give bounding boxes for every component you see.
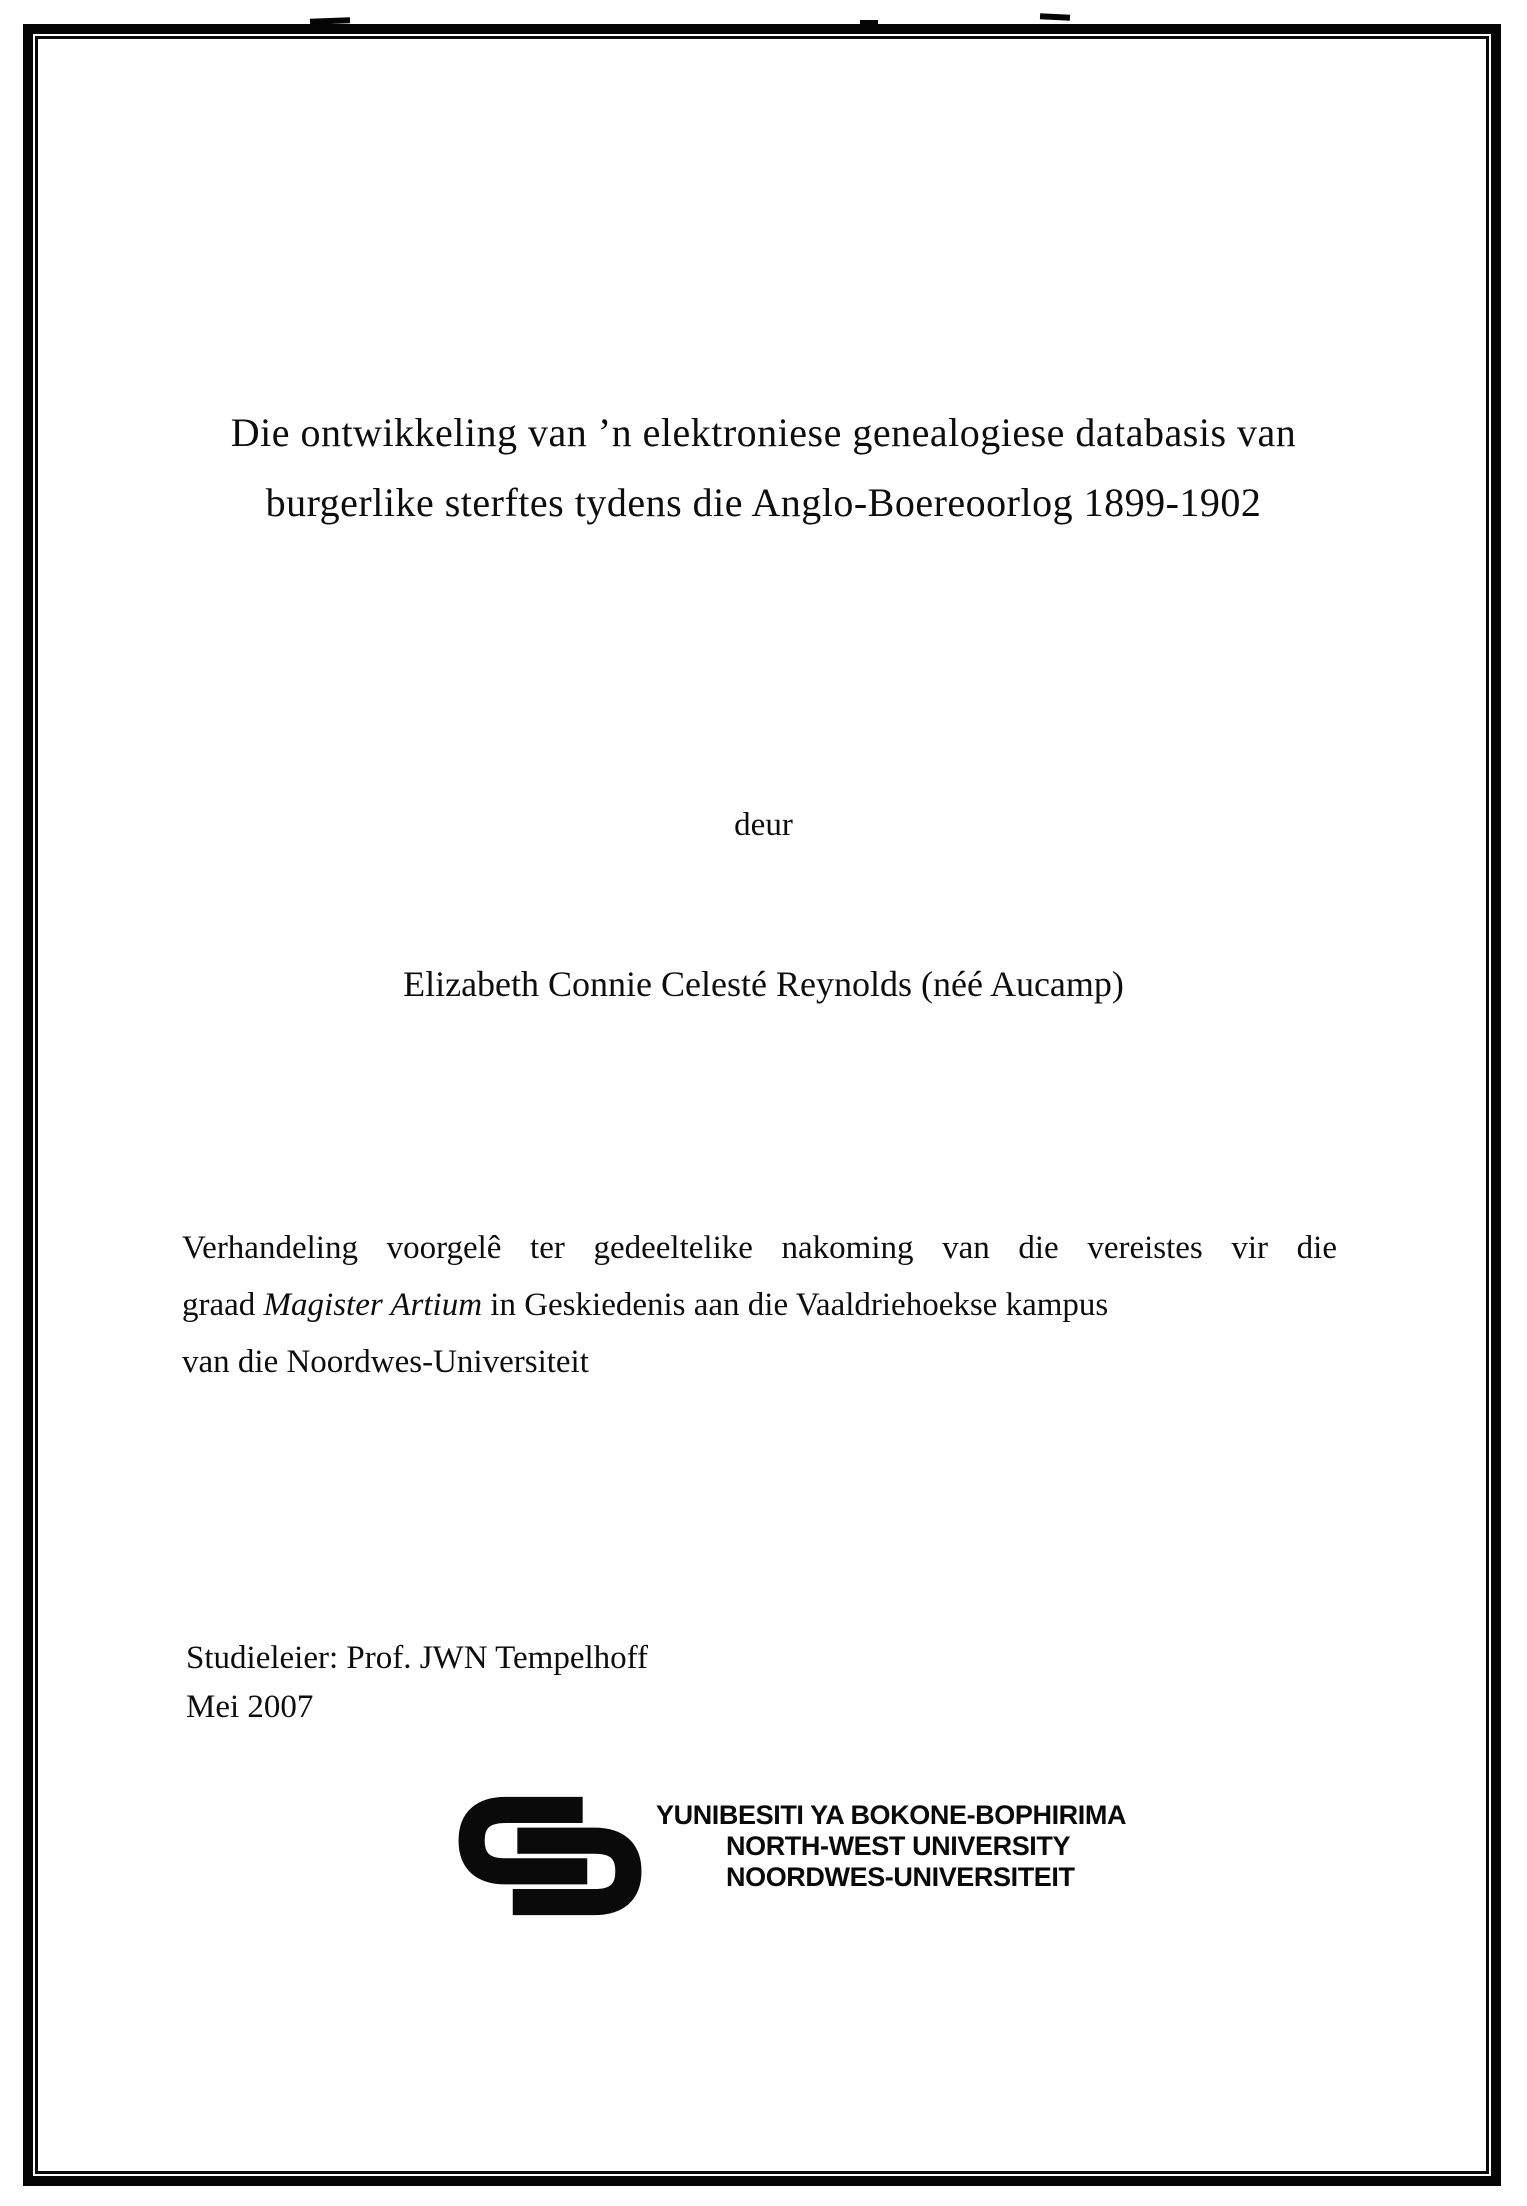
logo-text-english: NORTH-WEST UNIVERSITY <box>726 1831 1071 1861</box>
submission-line1: Verhandeling voorgelê ter gedeeltelike nakoming van die vereistes vir die <box>182 1230 1337 1266</box>
supervisor-block <box>186 1634 648 1732</box>
degree-name: Magister Artium <box>263 1287 483 1323</box>
date-line: Mei 2007 <box>186 1689 314 1725</box>
nwu-chainlink-logo-icon <box>452 1790 648 1922</box>
logo-text-setswana: YUNIBESITI YA BOKONE-BOPHIRIMA <box>656 1800 1127 1830</box>
logo-text-afrikaans: NOORDWES-UNIVERSITEIT <box>726 1862 1075 1892</box>
byline-label: deur <box>734 807 793 843</box>
supervisor-line: Studieleier: Prof. JWN Tempelhoff <box>186 1640 649 1676</box>
submission-statement <box>182 1220 1337 1391</box>
submission-line2-pre: graad <box>182 1287 264 1323</box>
author-name: Elizabeth Connie Celesté Reynolds (néé Aucamp) <box>403 964 1124 1004</box>
thesis-title <box>90 398 1437 538</box>
university-logo-text <box>656 1800 1126 1893</box>
submission-line2-post: in Geskiedenis aan die Vaaldriehoekse kampus <box>482 1287 1109 1323</box>
university-logo <box>452 1790 1126 1922</box>
submission-line3: van die Noordwes-Universiteit <box>182 1344 589 1380</box>
submission-line2 <box>182 1277 1337 1334</box>
thesis-title-line1: Die ontwikkeling van ’n elektroniese genealogiese databasis van <box>230 410 1297 455</box>
thesis-title-line2: burgerlike sterftes tydens die Anglo-Boereoorlog 1899-1902 <box>265 480 1262 525</box>
scan-artifact <box>1040 13 1070 21</box>
scan-artifact <box>860 20 878 24</box>
